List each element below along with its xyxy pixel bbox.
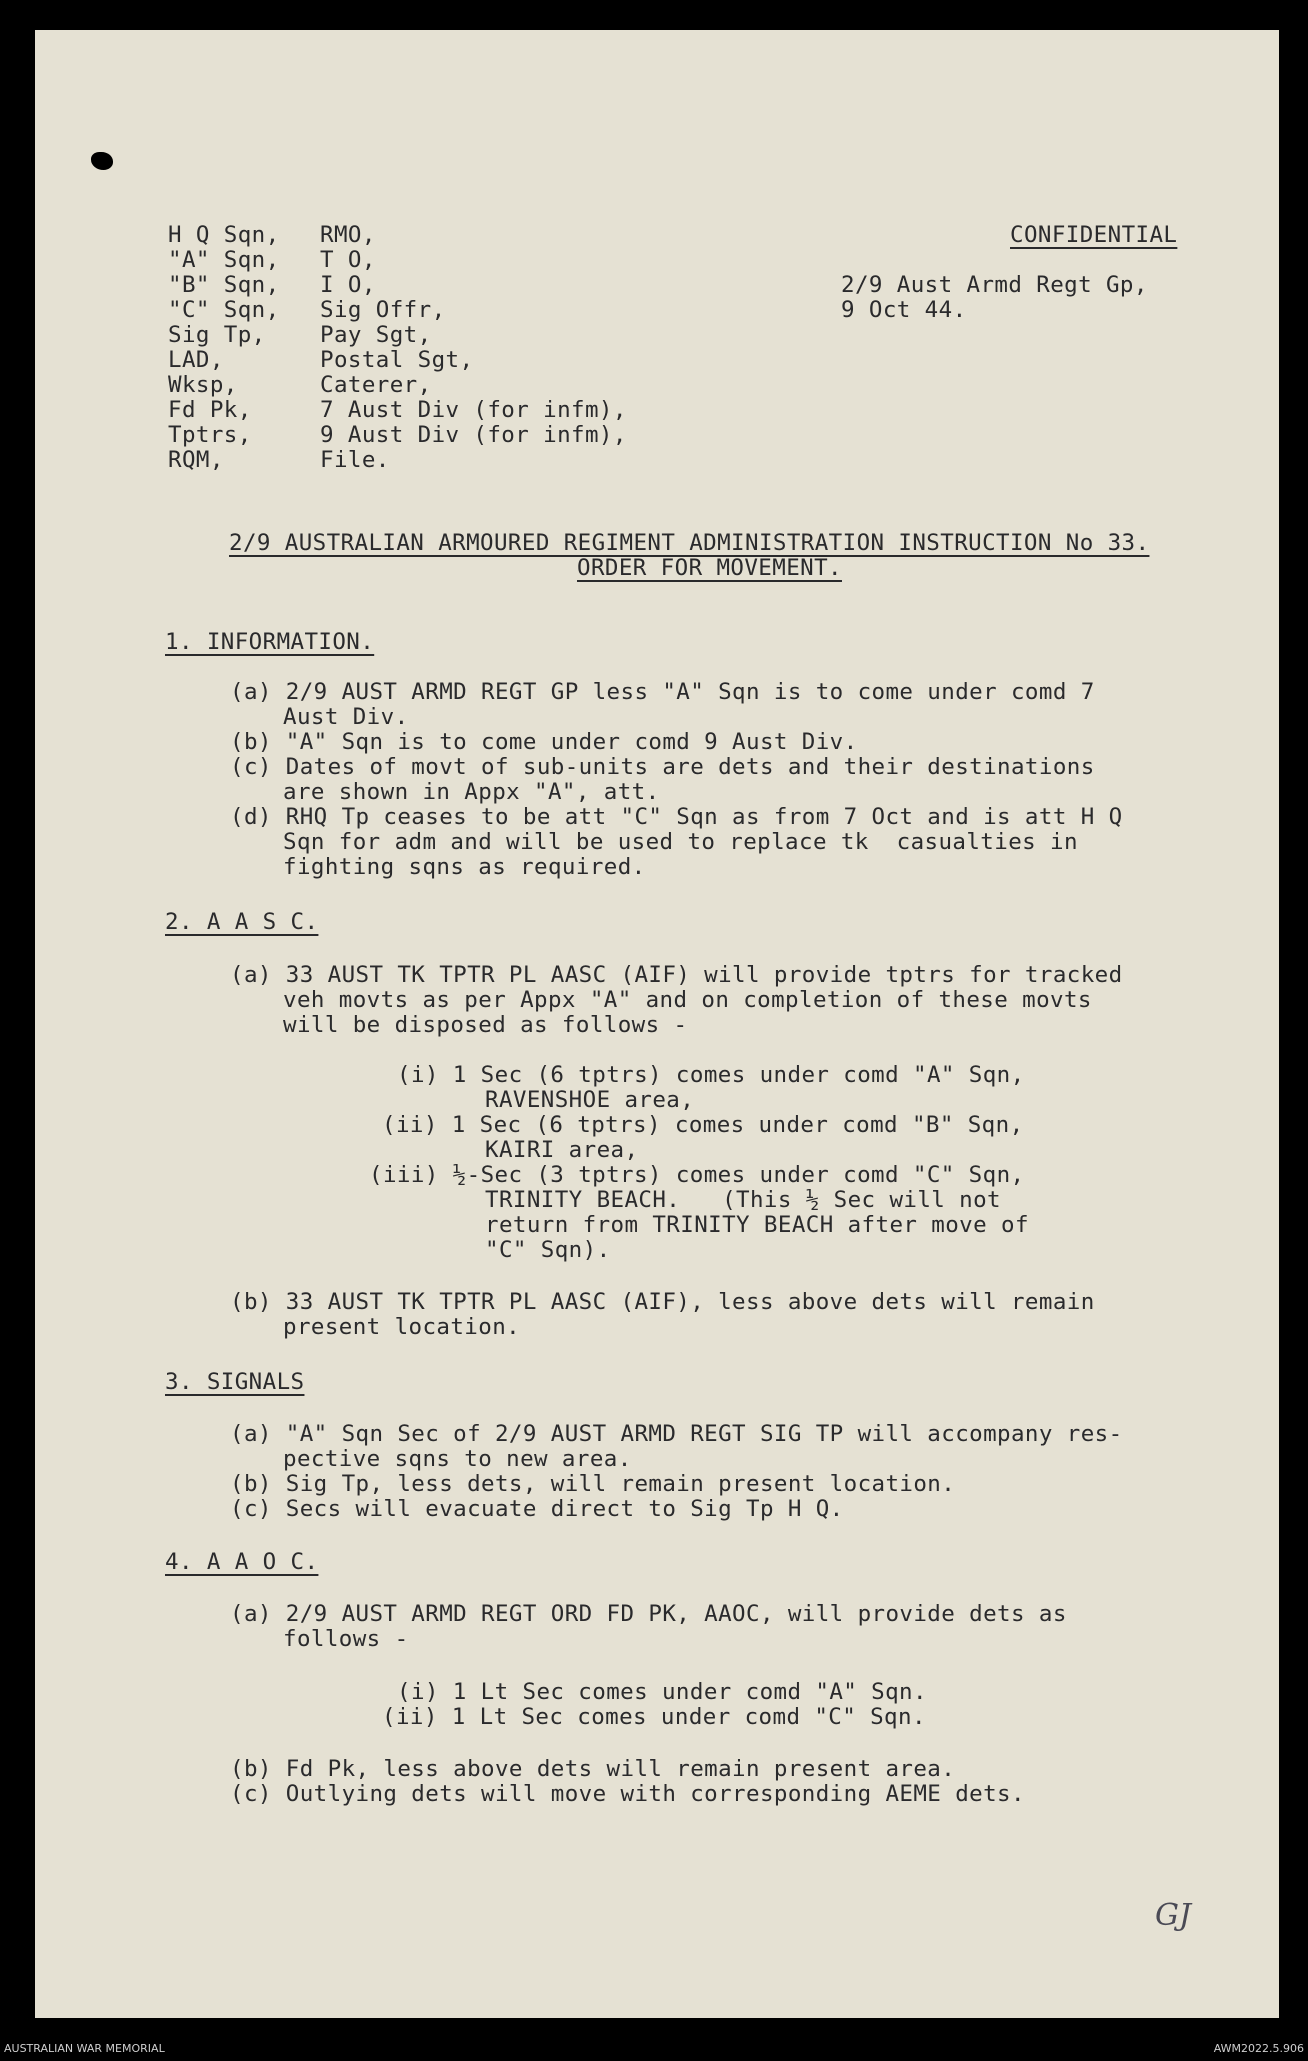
page-title: 2/9 AUSTRALIAN ARMOURED REGIMENT ADMINISTRATION INSTRUCTION No 33. [229, 530, 1150, 556]
para-line: "C" Sqn). [485, 1237, 611, 1263]
dist-item: H Q Sqn, [168, 222, 280, 248]
dist-item: Sig Tp, [168, 322, 266, 348]
para-line: veh movts as per Appx "A" and on completion of these movts [283, 987, 1092, 1013]
para-line: pective sqns to new area. [283, 1446, 632, 1472]
para-line: will be disposed as follows - [283, 1012, 688, 1038]
para-line: (a) 2/9 AUST ARMD REGT ORD FD PK, AAOC, will provide dets as [230, 1601, 1067, 1627]
para-line: TRINITY BEACH. (This ½ Sec will not [485, 1187, 1002, 1213]
para-line: (i) 1 Sec (6 tptrs) comes under comd "A" Sqn, [397, 1062, 1025, 1088]
dist-item: LAD, [168, 347, 224, 373]
dist-item: T O, [320, 247, 376, 273]
dist-item: "B" Sqn, [168, 272, 280, 298]
para-line: return from TRINITY BEACH after move of [485, 1212, 1029, 1238]
para-line: are shown in Appx "A", att. [283, 779, 660, 805]
dist-item: Wksp, [168, 372, 238, 398]
footer-right: AWM2022.5.906 [1213, 2042, 1304, 2055]
para-line: (b) 33 AUST TK TPTR PL AASC (AIF), less above dets will remain [230, 1289, 1095, 1315]
para-line: (a) 2/9 AUST ARMD REGT GP less "A" Sqn is to come under comd 7 [230, 679, 1095, 705]
date: 9 Oct 44. [841, 297, 967, 323]
para-line: (c) Outlying dets will move with corresponding AEME dets. [230, 1781, 1025, 1807]
para-line: (b) "A" Sqn is to come under comd 9 Aust Div. [230, 729, 858, 755]
dist-item: File. [320, 447, 390, 473]
para-line: KAIRI area, [485, 1137, 639, 1163]
para-line: (a) 33 AUST TK TPTR PL AASC (AIF) will provide tptrs for tracked [230, 962, 1123, 988]
dist-item: RMO, [320, 222, 376, 248]
page-subtitle: ORDER FOR MOVEMENT. [577, 555, 842, 581]
para-line: (ii) 1 Sec (6 tptrs) comes under comd "B" Sqn, [382, 1112, 1024, 1138]
dist-item: 7 Aust Div (for infm), [320, 397, 627, 423]
document-page [35, 30, 1279, 2018]
handwritten-initials: GJ [1155, 1898, 1191, 1933]
classification: CONFIDENTIAL [1010, 222, 1178, 248]
dist-item: "A" Sqn, [168, 247, 280, 273]
para-line: (a) "A" Sqn Sec of 2/9 AUST ARMD REGT SIG TP will accompany res- [230, 1421, 1123, 1447]
dist-item: "C" Sqn, [168, 297, 280, 323]
dist-item: Sig Offr, [320, 297, 446, 323]
para-line: Aust Div. [283, 704, 409, 730]
dist-item: Fd Pk, [168, 397, 252, 423]
dist-item: Caterer, [320, 372, 432, 398]
dist-item: Postal Sgt, [320, 347, 474, 373]
para-line: Sqn for adm and will be used to replace tk casualties in [283, 829, 1078, 855]
origin: 2/9 Aust Armd Regt Gp, [841, 272, 1148, 298]
para-line: fighting sqns as required. [283, 854, 646, 880]
dist-item: I O, [320, 272, 376, 298]
para-line: (b) Sig Tp, less dets, will remain present location. [230, 1471, 956, 1497]
para-line: (d) RHQ Tp ceases to be att "C" Sqn as from 7 Oct and is att H Q [230, 804, 1123, 830]
para-line: (c) Dates of movt of sub-units are dets and their destinations [230, 754, 1095, 780]
dist-item: RQM, [168, 447, 224, 473]
para-line: present location. [283, 1314, 521, 1340]
section-heading: 2. A A S C. [165, 909, 319, 935]
dist-item: Pay Sgt, [320, 322, 432, 348]
para-line: (i) 1 Lt Sec comes under comd "A" Sqn. [397, 1679, 927, 1705]
section-heading: 1. INFORMATION. [165, 629, 375, 655]
dist-item: 9 Aust Div (for infm), [320, 422, 627, 448]
punch-hole [91, 152, 113, 170]
para-line: (ii) 1 Lt Sec comes under comd "C" Sqn. [382, 1704, 926, 1730]
footer-left: AUSTRALIAN WAR MEMORIAL [4, 2042, 165, 2055]
para-line: (c) Secs will evacuate direct to Sig Tp H Q. [230, 1496, 844, 1522]
para-line: (iii) ½-Sec (3 tptrs) comes under comd "C" Sqn, [369, 1162, 1025, 1188]
para-line: follows - [283, 1626, 409, 1652]
para-line: (b) Fd Pk, less above dets will remain present area. [230, 1756, 956, 1782]
section-heading: 4. A A O C. [165, 1549, 319, 1575]
section-heading: 3. SIGNALS [165, 1369, 305, 1395]
para-line: RAVENSHOE area, [485, 1087, 695, 1113]
dist-item: Tptrs, [168, 422, 252, 448]
